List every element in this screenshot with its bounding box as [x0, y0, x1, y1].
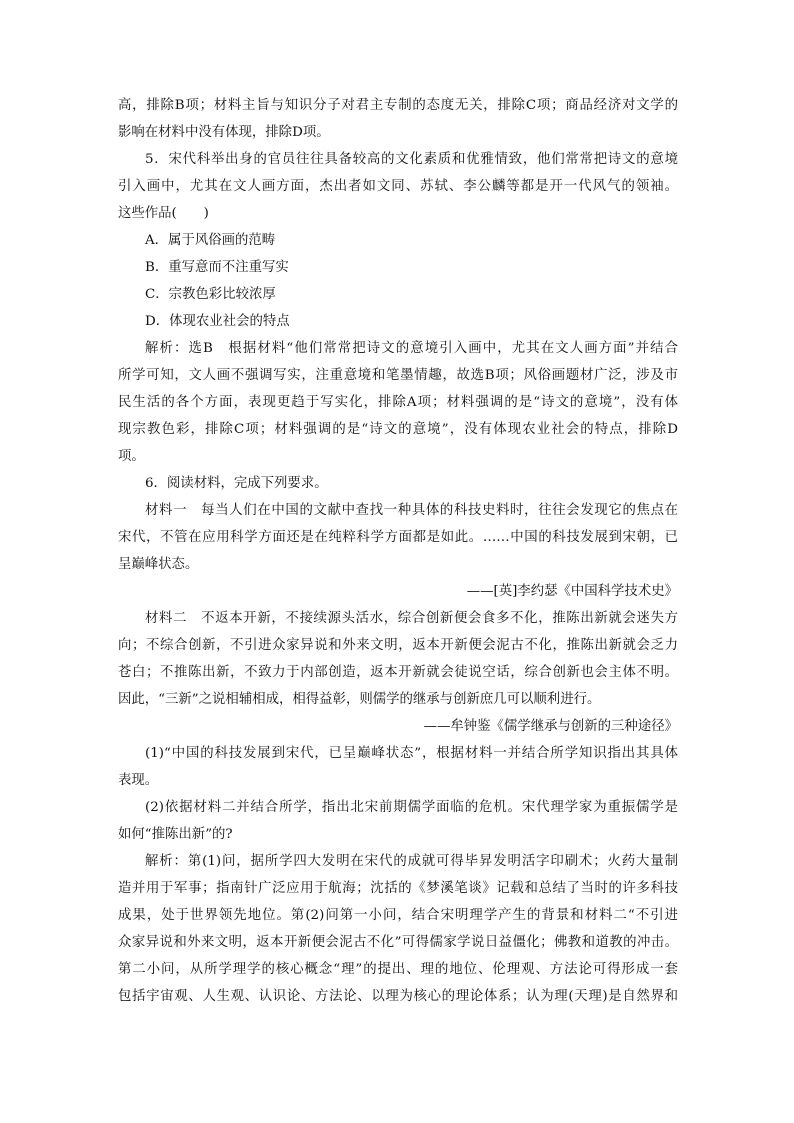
text-line: 高，排除B项；材料主旨与知识分子对君主专制的态度无关，排除C项；商品经济对文学的: [118, 98, 678, 113]
text-line: D．体现农业社会的特点: [145, 314, 290, 329]
text-line: 向；不综合创新，不引进众家异说和外来文明，返本开新便会泥古不化，推陈出新就会乏力: [118, 638, 678, 653]
q6-material-one: [118, 497, 678, 605]
text-line: 成果，处于世界领先地位。第(2)问第一小问，结合宋明理学产生的背景和材料二“不引进: [118, 908, 678, 923]
text-line: B．重写意而不注重写实: [145, 260, 289, 275]
text-line: 引入画中，尤其在文人画方面，杰出者如文同、苏轼、李公麟等都是开一代风气的领袖。: [118, 179, 678, 194]
document-page: [118, 92, 678, 1010]
text-line: 造并用于军事；指南针广泛应用于航海；沈括的《梦溪笔谈》记载和总结了当时的许多科技: [118, 881, 678, 896]
text-line: 宋代，不管在应用科学方面还是在纯粹科学方面都是如此。……中国的科技发展到宋朝，已: [118, 530, 678, 545]
text-line: (1)“中国的科技发展到宋代，已呈巅峰状态”，根据材料一并结合所学知识指出其具体: [145, 746, 678, 761]
text-line: A．属于风俗画的范畴: [145, 233, 276, 248]
q6-analysis: [118, 848, 678, 1010]
text-line: ——[英]李约瑟《中国科学技术史》: [466, 584, 678, 599]
text-line: 包括宇宙观、人生观、认识论、方法论、以理为核心的理论体系；认为理(天理)是自然界和: [118, 989, 678, 1004]
text-line: 解析：第(1)问，据所学四大发明在宋代的成就可得毕昇发明活字印刷术；火药大量制: [145, 854, 678, 869]
text-line: 因此，“三新”之说相辅相成，相得益彰，则儒学的继承与创新庶几可以顺利进行。: [118, 692, 601, 707]
q6-material-two: [118, 605, 678, 740]
text-line: 苍白；不推陈出新，不致力于内部创造，返本开新就会徒说空话，综合创新也会主体不明。: [118, 665, 678, 680]
q6-sub-questions: [118, 740, 678, 848]
text-line: 解析：选B 根据材料“他们常常把诗文的意境引入画中，尤其在文人画方面”并结合: [145, 341, 678, 356]
text-line: 如何“推陈出新”的?: [118, 827, 233, 842]
q5-options: [118, 227, 678, 335]
text-line: 影响在材料中没有体现，排除D项。: [118, 125, 330, 140]
text-line: 呈巅峰状态。: [118, 557, 199, 572]
text-line: C．宗教色彩比较浓厚: [145, 287, 276, 302]
q5-stem: [118, 146, 678, 227]
text-line: 5．宋代科举出身的官员往往具备较高的文化素质和优雅情致，他们常常把诗文的意境: [145, 152, 678, 167]
text-line: (2)依据材料二并结合所学，指出北宋前期儒学面临的危机。宋代理学家为重振儒学是: [145, 800, 678, 815]
text-line: 众家异说和外来文明，返本开新便会泥古不化”可得儒家学说日益僵化；佛教和道教的冲击。: [118, 935, 678, 950]
text-line: 项。: [118, 449, 145, 464]
text-line: 材料二 不返本开新，不接续源头活水，综合创新便会食多不化，推陈出新就会迷失方: [145, 611, 678, 626]
text-line: ——牟钟鉴《儒学继承与创新的三种途径》: [423, 719, 678, 734]
q4-analysis-continued: [118, 92, 678, 146]
text-line: 所学可知，文人画不强调写实，注重意境和笔墨情趣，故选B项；风俗画题材广泛，涉及市: [118, 368, 678, 383]
text-line: 6．阅读材料，完成下列要求。: [145, 476, 328, 491]
text-line: 表现。: [118, 773, 159, 788]
text-line: 现宗教色彩，排除C项；材料强调的是“诗文的意境”，没有体现农业社会的特点，排除D: [118, 422, 678, 437]
q6-stem: [118, 470, 678, 497]
text-line: 这些作品( ): [118, 206, 209, 221]
text-line: 第二小问，从所学理学的核心概念“理”的提出、理的地位、伦理观、方法论可得形成一套: [118, 962, 678, 977]
text-line: 材料一 每当人们在中国的文献中查找一种具体的科技史料时，往往会发现它的焦点在: [145, 503, 678, 518]
q5-analysis: [118, 335, 678, 470]
text-line: 民生活的各个方面，表现更趋于写实化，排除A项；材料强调的是“诗文的意境”，没有体: [118, 395, 678, 410]
